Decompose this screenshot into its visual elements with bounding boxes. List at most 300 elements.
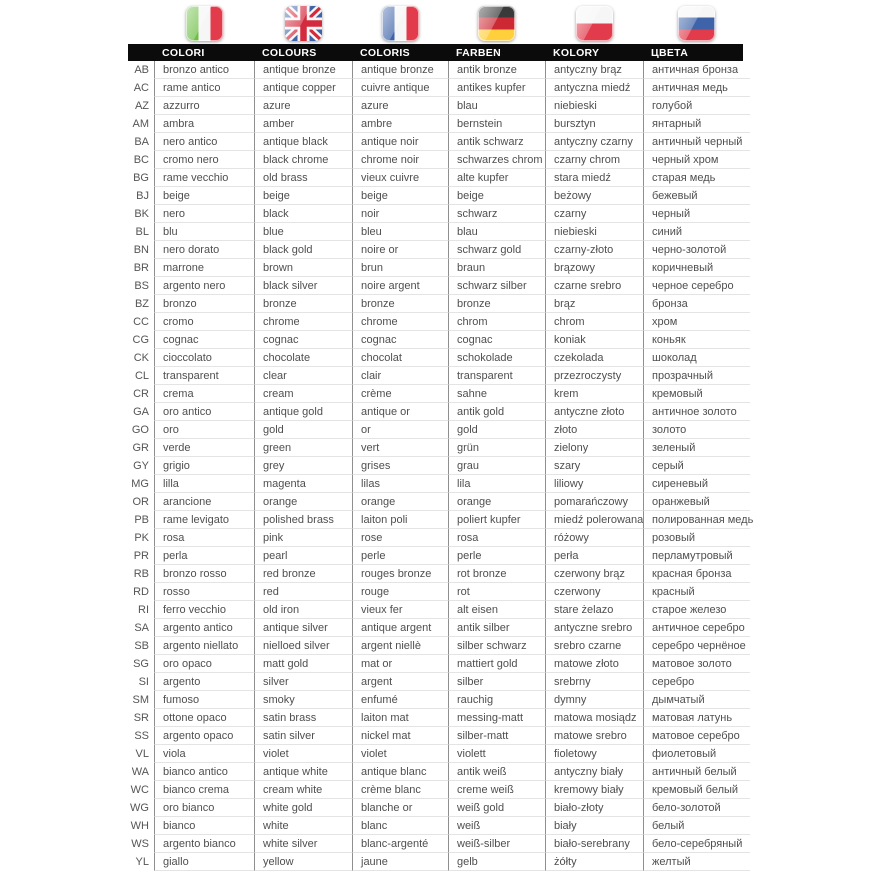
cell-german: grau: [448, 457, 545, 475]
cell-italian: bianco: [154, 817, 254, 835]
cell-french: blanc: [352, 817, 448, 835]
cell-french: blanche or: [352, 799, 448, 817]
table-row: [128, 691, 750, 709]
cell-italian: ferro vecchio: [154, 601, 254, 619]
cell-russian: античное золото: [643, 403, 750, 421]
color-code: CG: [132, 334, 149, 346]
cell-german: silber: [448, 673, 545, 691]
cell-russian: кремовый: [643, 385, 750, 403]
cell-italian: cromo nero: [154, 151, 254, 169]
color-code: BS: [134, 280, 149, 292]
cell-french: laiton mat: [352, 709, 448, 727]
cell-german: antik bronze: [448, 61, 545, 79]
cell-russian: матовое серебро: [643, 727, 750, 745]
cell-english: clear: [254, 367, 352, 385]
table-row: [128, 259, 750, 277]
table-row: [128, 313, 750, 331]
cell-polish: beżowy: [545, 187, 643, 205]
cell-polish: zielony: [545, 439, 643, 457]
cell-polish: czerwony brąz: [545, 565, 643, 583]
cell-polish: srebrny: [545, 673, 643, 691]
cell-polish: brązowy: [545, 259, 643, 277]
cell-english: pink: [254, 529, 352, 547]
table-row: [128, 187, 750, 205]
cell-russian: бежевый: [643, 187, 750, 205]
cell-italian: beige: [154, 187, 254, 205]
cell-english: old iron: [254, 601, 352, 619]
table-row: [128, 781, 750, 799]
cell-russian: коричневый: [643, 259, 750, 277]
cell-english: magenta: [254, 475, 352, 493]
table-row: [128, 133, 750, 151]
cell-english: white gold: [254, 799, 352, 817]
cell-english: black chrome: [254, 151, 352, 169]
table-row: [128, 385, 750, 403]
cell-german: schwarz gold: [448, 241, 545, 259]
cell-english: matt gold: [254, 655, 352, 673]
table-row: [128, 547, 750, 565]
header-colori: COLORI: [162, 46, 205, 59]
cell-german: bernstein: [448, 115, 545, 133]
table-row: [128, 97, 750, 115]
color-code: WA: [131, 766, 149, 778]
cell-italian: arancione: [154, 493, 254, 511]
cell-english: nielloed silver: [254, 637, 352, 655]
cell-russian: античное серебро: [643, 619, 750, 637]
cell-english: red: [254, 583, 352, 601]
cell-polish: matowe złoto: [545, 655, 643, 673]
table-row: [128, 421, 750, 439]
table-row: [128, 241, 750, 259]
cell-english: antique black: [254, 133, 352, 151]
cell-russian: полированная медь: [643, 511, 750, 529]
cell-italian: bianco antico: [154, 763, 254, 781]
color-code: GO: [131, 424, 149, 436]
cell-french: antique or: [352, 403, 448, 421]
cell-russian: бело-серебряный: [643, 835, 750, 853]
cell-russian: старая медь: [643, 169, 750, 187]
cell-polish: czekolada: [545, 349, 643, 367]
table-row: [128, 205, 750, 223]
cell-russian: зеленый: [643, 439, 750, 457]
cell-german: chrom: [448, 313, 545, 331]
cell-french: noire argent: [352, 277, 448, 295]
cell-french: grises: [352, 457, 448, 475]
cell-polish: antyczna miedź: [545, 79, 643, 97]
table-row: [128, 223, 750, 241]
cell-german: rot bronze: [448, 565, 545, 583]
color-code: BN: [133, 244, 149, 256]
cell-french: nickel mat: [352, 727, 448, 745]
color-code: CK: [133, 352, 149, 364]
color-code: VL: [135, 748, 149, 760]
cell-french: bronze: [352, 295, 448, 313]
table-row: [128, 475, 750, 493]
cell-italian: crema: [154, 385, 254, 403]
cell-english: orange: [254, 493, 352, 511]
cell-polish: matowa mosiądz: [545, 709, 643, 727]
cell-german: schokolade: [448, 349, 545, 367]
cell-italian: transparent: [154, 367, 254, 385]
cell-english: chrome: [254, 313, 352, 331]
cell-polish: czarny chrom: [545, 151, 643, 169]
cell-german: rot: [448, 583, 545, 601]
cell-italian: oro: [154, 421, 254, 439]
cell-italian: cognac: [154, 331, 254, 349]
cell-russian: античная бронза: [643, 61, 750, 79]
table-row: [128, 853, 750, 871]
cell-russian: черный: [643, 205, 750, 223]
cell-russian: черное серебро: [643, 277, 750, 295]
cell-polish: antyczne srebro: [545, 619, 643, 637]
table-row: [128, 79, 750, 97]
cell-polish: antyczne złoto: [545, 403, 643, 421]
color-code: RD: [133, 586, 149, 598]
cell-french: chrome: [352, 313, 448, 331]
cell-russian: синий: [643, 223, 750, 241]
table-row: [128, 817, 750, 835]
flag-russia-icon: [678, 6, 715, 41]
cell-german: mattiert gold: [448, 655, 545, 673]
cell-german: violett: [448, 745, 545, 763]
table-row: [128, 619, 750, 637]
cell-italian: grigio: [154, 457, 254, 475]
cell-french: perle: [352, 547, 448, 565]
cell-english: satin brass: [254, 709, 352, 727]
cell-english: brown: [254, 259, 352, 277]
color-code: SR: [133, 712, 149, 724]
color-code: CR: [133, 388, 149, 400]
table-rows: [128, 61, 754, 871]
cell-german: antik weiß: [448, 763, 545, 781]
cell-german: silber-matt: [448, 727, 545, 745]
cell-italian: fumoso: [154, 691, 254, 709]
cell-french: chrome noir: [352, 151, 448, 169]
cell-polish: srebro czarne: [545, 637, 643, 655]
cell-russian: античный черный: [643, 133, 750, 151]
cell-french: laiton poli: [352, 511, 448, 529]
table-row: [128, 151, 750, 169]
cell-english: white silver: [254, 835, 352, 853]
color-code: AZ: [134, 100, 149, 112]
cell-english: cream white: [254, 781, 352, 799]
cell-italian: oro bianco: [154, 799, 254, 817]
cell-russian: золото: [643, 421, 750, 439]
cell-french: beige: [352, 187, 448, 205]
cell-polish: dymny: [545, 691, 643, 709]
cell-english: satin silver: [254, 727, 352, 745]
cell-french: bleu: [352, 223, 448, 241]
color-code: OR: [132, 496, 149, 508]
table-row: [128, 331, 750, 349]
color-code: AB: [134, 64, 149, 76]
flag-poland-icon: [576, 6, 613, 41]
cell-polish: stara miedź: [545, 169, 643, 187]
cell-french: or: [352, 421, 448, 439]
cell-polish: matowe srebro: [545, 727, 643, 745]
cell-french: clair: [352, 367, 448, 385]
flag-uk-icon: [285, 6, 322, 41]
table-row: [128, 439, 750, 457]
cell-english: old brass: [254, 169, 352, 187]
cell-polish: krem: [545, 385, 643, 403]
color-code: CC: [133, 316, 149, 328]
table-row: [128, 727, 750, 745]
cell-french: vieux cuivre: [352, 169, 448, 187]
color-code: CL: [134, 370, 149, 382]
cell-russian: оранжевый: [643, 493, 750, 511]
cell-polish: stare żelazo: [545, 601, 643, 619]
cell-russian: бело-золотой: [643, 799, 750, 817]
table-row: [128, 799, 750, 817]
cell-polish: niebieski: [545, 223, 643, 241]
cell-english: antique gold: [254, 403, 352, 421]
cell-russian: белый: [643, 817, 750, 835]
table-header: [128, 44, 743, 61]
cell-french: orange: [352, 493, 448, 511]
cell-russian: янтарный: [643, 115, 750, 133]
color-code: SS: [134, 730, 149, 742]
header-coloris: COLORIS: [360, 46, 410, 59]
table-row: [128, 115, 750, 133]
table-row: [128, 169, 750, 187]
cell-english: green: [254, 439, 352, 457]
table-row: [128, 493, 750, 511]
cell-russian: коньяк: [643, 331, 750, 349]
cell-russian: античный белый: [643, 763, 750, 781]
color-code: MG: [131, 478, 149, 490]
cell-english: black silver: [254, 277, 352, 295]
cell-french: chocolat: [352, 349, 448, 367]
cell-polish: koniak: [545, 331, 643, 349]
cell-english: yellow: [254, 853, 352, 871]
cell-italian: cioccolato: [154, 349, 254, 367]
table-row: [128, 367, 750, 385]
cell-russian: желтый: [643, 853, 750, 871]
color-code: PK: [134, 532, 149, 544]
cell-italian: azzurro: [154, 97, 254, 115]
cell-russian: прозрачный: [643, 367, 750, 385]
cell-german: weiß-silber: [448, 835, 545, 853]
color-code: YL: [135, 856, 149, 868]
cell-french: cognac: [352, 331, 448, 349]
cell-russian: дымчатый: [643, 691, 750, 709]
color-code: BA: [134, 136, 149, 148]
color-code: SG: [133, 658, 149, 670]
cell-polish: fioletowy: [545, 745, 643, 763]
cell-russian: старое железо: [643, 601, 750, 619]
cell-german: antikes kupfer: [448, 79, 545, 97]
cell-german: rosa: [448, 529, 545, 547]
cell-german: antik schwarz: [448, 133, 545, 151]
cell-italian: ambra: [154, 115, 254, 133]
cell-english: black: [254, 205, 352, 223]
cell-polish: szary: [545, 457, 643, 475]
flag-france-icon: [382, 6, 419, 41]
color-code: GA: [133, 406, 149, 418]
cell-german: antik gold: [448, 403, 545, 421]
cell-german: alt eisen: [448, 601, 545, 619]
cell-polish: czarny-złoto: [545, 241, 643, 259]
color-code: AM: [132, 118, 149, 130]
cell-german: antik silber: [448, 619, 545, 637]
cell-french: lilas: [352, 475, 448, 493]
color-code: SI: [138, 676, 149, 688]
cell-french: enfumé: [352, 691, 448, 709]
cell-french: antique blanc: [352, 763, 448, 781]
cell-german: blau: [448, 97, 545, 115]
cell-polish: brąz: [545, 295, 643, 313]
cell-italian: bronzo rosso: [154, 565, 254, 583]
cell-polish: liliowy: [545, 475, 643, 493]
cell-french: rouge: [352, 583, 448, 601]
cell-english: grey: [254, 457, 352, 475]
cell-french: rose: [352, 529, 448, 547]
table-row: [128, 763, 750, 781]
cell-polish: pomarańczowy: [545, 493, 643, 511]
cell-italian: viola: [154, 745, 254, 763]
cell-french: noire or: [352, 241, 448, 259]
cell-italian: nero: [154, 205, 254, 223]
color-code: BL: [135, 226, 149, 238]
cell-russian: матовое золото: [643, 655, 750, 673]
cell-french: jaune: [352, 853, 448, 871]
cell-german: cognac: [448, 331, 545, 349]
color-code: BC: [133, 154, 149, 166]
cell-german: rauchig: [448, 691, 545, 709]
color-code: SA: [134, 622, 149, 634]
cell-german: perle: [448, 547, 545, 565]
cell-russian: фиолетовый: [643, 745, 750, 763]
color-code: BR: [133, 262, 149, 274]
cell-english: blue: [254, 223, 352, 241]
cell-italian: rosso: [154, 583, 254, 601]
cell-italian: argento niellato: [154, 637, 254, 655]
cell-english: chocolate: [254, 349, 352, 367]
cell-russian: бронза: [643, 295, 750, 313]
cell-italian: nero dorato: [154, 241, 254, 259]
cell-german: gold: [448, 421, 545, 439]
cell-english: silver: [254, 673, 352, 691]
cell-german: gelb: [448, 853, 545, 871]
cell-french: vert: [352, 439, 448, 457]
cell-french: blanc-argenté: [352, 835, 448, 853]
header-kolory: KOLORY: [553, 46, 600, 59]
cell-russian: кремовый белый: [643, 781, 750, 799]
cell-german: creme weiß: [448, 781, 545, 799]
table-row: [128, 565, 750, 583]
table-row: [128, 349, 750, 367]
cell-german: schwarz silber: [448, 277, 545, 295]
cell-italian: rame vecchio: [154, 169, 254, 187]
cell-russian: черно-золотой: [643, 241, 750, 259]
table-row: [128, 457, 750, 475]
cell-polish: kremowy biały: [545, 781, 643, 799]
header-farben: FARBEN: [456, 46, 501, 59]
cell-italian: argento opaco: [154, 727, 254, 745]
cell-german: transparent: [448, 367, 545, 385]
cell-italian: bronzo: [154, 295, 254, 313]
cell-polish: antyczny biały: [545, 763, 643, 781]
cell-english: smoky: [254, 691, 352, 709]
color-code: SM: [132, 694, 149, 706]
cell-french: cuivre antique: [352, 79, 448, 97]
cell-russian: сиреневый: [643, 475, 750, 493]
cell-polish: antyczny brąz: [545, 61, 643, 79]
cell-russian: хром: [643, 313, 750, 331]
cell-german: grün: [448, 439, 545, 457]
cell-russian: красный: [643, 583, 750, 601]
header-cveta: ЦВЕТА: [651, 46, 689, 59]
cell-polish: czarne srebro: [545, 277, 643, 295]
cell-english: bronze: [254, 295, 352, 313]
color-code: GR: [132, 442, 149, 454]
cell-polish: niebieski: [545, 97, 643, 115]
color-code: BZ: [134, 298, 149, 310]
cell-french: argent: [352, 673, 448, 691]
color-code: RI: [138, 604, 149, 616]
table-row: [128, 709, 750, 727]
cell-polish: bursztyn: [545, 115, 643, 133]
cell-italian: argento antico: [154, 619, 254, 637]
cell-french: crème blanc: [352, 781, 448, 799]
cell-german: schwarz: [448, 205, 545, 223]
cell-italian: oro opaco: [154, 655, 254, 673]
cell-polish: biały: [545, 817, 643, 835]
table-row: [128, 601, 750, 619]
cell-italian: ottone opaco: [154, 709, 254, 727]
cell-german: alte kupfer: [448, 169, 545, 187]
cell-french: antique argent: [352, 619, 448, 637]
cell-english: cream: [254, 385, 352, 403]
table-row: [128, 655, 750, 673]
table-row: [128, 529, 750, 547]
cell-english: violet: [254, 745, 352, 763]
cell-polish: chrom: [545, 313, 643, 331]
color-code: BK: [134, 208, 149, 220]
cell-english: gold: [254, 421, 352, 439]
cell-italian: argento nero: [154, 277, 254, 295]
table-row: [128, 277, 750, 295]
cell-french: ambre: [352, 115, 448, 133]
cell-french: vieux fer: [352, 601, 448, 619]
color-code: WH: [130, 820, 149, 832]
cell-russian: античная медь: [643, 79, 750, 97]
cell-french: antique noir: [352, 133, 448, 151]
color-code: BG: [133, 172, 149, 184]
cell-german: poliert kupfer: [448, 511, 545, 529]
color-code: AC: [133, 82, 149, 94]
cell-italian: oro antico: [154, 403, 254, 421]
cell-russian: шоколад: [643, 349, 750, 367]
cell-german: blau: [448, 223, 545, 241]
color-code: BJ: [136, 190, 149, 202]
cell-russian: розовый: [643, 529, 750, 547]
color-code: GY: [133, 460, 149, 472]
cell-english: amber: [254, 115, 352, 133]
cell-french: rouges bronze: [352, 565, 448, 583]
cell-german: bronze: [448, 295, 545, 313]
cell-polish: biało-serebrany: [545, 835, 643, 853]
cell-german: weiß gold: [448, 799, 545, 817]
cell-french: crème: [352, 385, 448, 403]
cell-german: weiß: [448, 817, 545, 835]
cell-polish: czarny: [545, 205, 643, 223]
cell-german: beige: [448, 187, 545, 205]
cell-russian: серебро: [643, 673, 750, 691]
cell-polish: przezroczysty: [545, 367, 643, 385]
color-code: WG: [130, 802, 149, 814]
